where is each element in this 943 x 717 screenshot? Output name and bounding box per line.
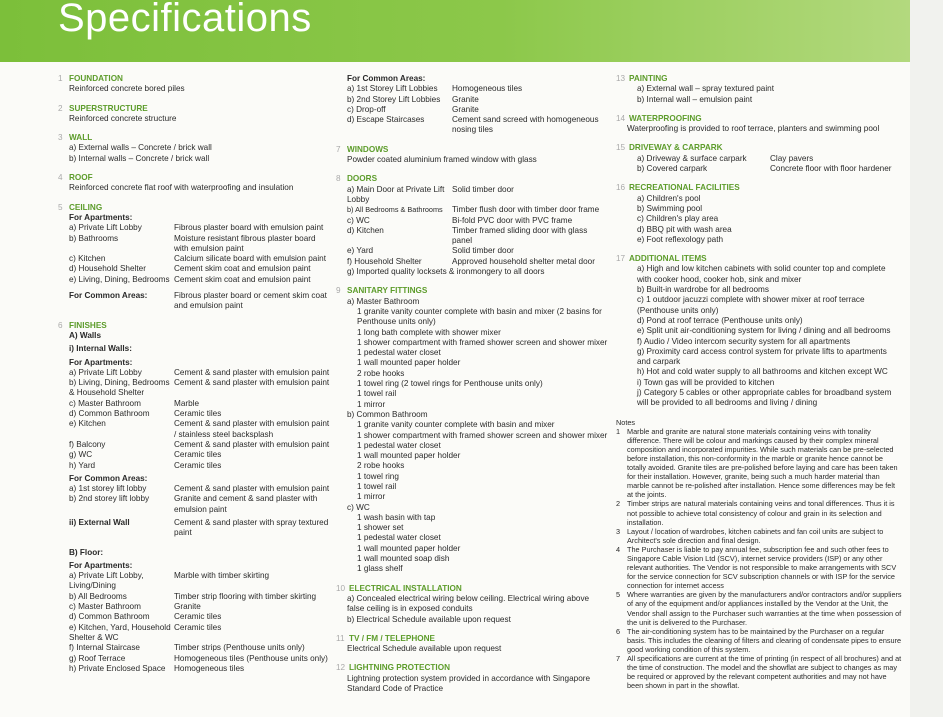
spec-value: Ceramic tiles — [174, 460, 222, 470]
column-2 — [336, 74, 608, 703]
section-number: 11 — [336, 633, 345, 643]
section-heading: WATERPROOFING — [629, 113, 702, 123]
spec-value: Timber strip flooring with timber skirting — [174, 591, 317, 601]
section-heading: DOORS — [347, 174, 378, 184]
section-heading: SUPERSTRUCTURE — [69, 103, 148, 113]
spec-label: b) All Bedrooms — [69, 591, 127, 601]
spec-row — [58, 409, 330, 419]
spec-row — [58, 571, 330, 592]
note-item — [616, 545, 902, 590]
spec-value: Granite and cement & sand plaster with emulsion paint — [174, 494, 318, 514]
spec-label: b) All Bedrooms & Bathrooms — [347, 205, 443, 215]
section-number: 7 — [336, 144, 341, 154]
spec-row — [58, 264, 330, 274]
spec-label: ii) External Wall — [69, 517, 130, 527]
list-item: c) Children's play area — [637, 214, 719, 224]
spec-row — [336, 257, 608, 267]
spec-row — [336, 226, 608, 247]
list-item: g) Imported quality locksets & ironmongery to all doors — [347, 267, 545, 277]
spec-label: a) Private Lift Lobby — [69, 223, 142, 233]
spec-row — [58, 494, 330, 515]
section-heading: ELECTRICAL INSTALLATION — [349, 583, 462, 593]
section-number: 3 — [58, 133, 63, 143]
note-number: 4 — [616, 544, 621, 554]
section-superstructure — [58, 104, 330, 125]
note-item — [616, 499, 902, 526]
note-text: Timber strips are natural materials containing veins and tonal differences. Thus it is not possible to achieve total consistency of colour and grain in its selection and installation. — [627, 499, 895, 527]
section-heading: LIGHTNING PROTECTION — [349, 663, 450, 673]
spec-label: d) Escape Staircases — [347, 115, 425, 125]
spec-label: c) Drop-off — [347, 104, 386, 114]
list-item: a) Children's pool — [637, 193, 701, 203]
section-waterproofing — [616, 114, 902, 135]
spec-label: g) Roof Terrace — [69, 653, 126, 663]
spec-row — [58, 440, 330, 450]
note-text: Marble and granite are natural stone materials containing veins with tonality difference. There will be colour and markings caused by their complex mineral composition and incorporated impurities. While such materials can be pre-selected before installation, this non-conformity in the marble or granite hence cannot be totally avoided. Granite tiles are pre-polished before laying and care has been taken for their installation. However, granite, being such a much harder material than marble cannot be re-polished after installation. Hence some differences may be felt at the joints. — [627, 426, 898, 500]
list-item: 1 granite vanity counter complete with basin and mixer — [357, 420, 555, 430]
note-text: All specifications are current at the time of printing (in respect of all brochures) and at the time of construction. The model and the showflat are subject to changes as may be required or approved by the relevant competent authorities and may not have been shown in part in the showflat. — [627, 654, 902, 691]
note-number: 1 — [616, 426, 621, 436]
spec-row — [58, 654, 330, 664]
section-sanitary-fittings — [336, 286, 608, 574]
section-heading: FINISHES — [69, 320, 107, 330]
spec-label: d) Common Bathroom — [69, 612, 150, 622]
spec-value: Cement & sand plaster with emulsion paint / stainless steel backsplash — [174, 419, 330, 439]
spec-row — [336, 115, 608, 136]
section-text: Reinforced concrete structure — [69, 113, 177, 123]
subheading: B) Floor: — [69, 547, 104, 557]
notes-heading: Notes — [616, 417, 636, 427]
spec-value: Clay pavers — [770, 153, 814, 163]
list-item: d) Pond at roof terrace (Penthouse units only) — [637, 315, 803, 325]
section-text: Waterproofing is provided to roof terrace, planters and swimming pool — [627, 124, 880, 134]
section-text: Reinforced concrete bored piles — [69, 84, 185, 94]
list-item: d) BBQ pit with wash area — [637, 224, 732, 234]
list-item: i) Town gas will be provided to kitchen — [637, 377, 775, 387]
spec-row — [58, 291, 330, 312]
spec-label: b) Living, Dining, Bedrooms & Household Shelter — [69, 378, 170, 398]
spec-row — [58, 612, 330, 622]
list-item: 1 wall mounted paper holder — [357, 358, 461, 368]
subheading: A) Walls — [69, 330, 101, 340]
subheading: For Common Areas: — [347, 74, 426, 83]
section-number: 1 — [58, 74, 63, 83]
section-heading: RECREATIONAL FACILITIES — [629, 183, 740, 193]
section-wall — [58, 133, 330, 164]
spec-row — [58, 378, 330, 399]
spec-row — [336, 84, 608, 94]
spec-label: a) 1st Storey Lift Lobbies — [347, 84, 438, 94]
spec-row — [58, 461, 330, 471]
section-common-areas-floor — [336, 74, 608, 136]
spec-value: Timber flush door with timber door frame — [452, 205, 600, 215]
section-heading: WALL — [69, 133, 93, 143]
subheading: For Common Areas: — [69, 473, 148, 483]
spec-label: c) WC — [347, 215, 370, 225]
spec-value: Cement sand screed with homogeneous nosing tiles — [452, 115, 599, 135]
spec-label: h) Yard — [69, 460, 96, 470]
subheading: For Apartments: — [69, 560, 133, 570]
spec-label: a) Private Lift Lobby, Living/Dining — [69, 571, 144, 591]
section-number: 15 — [616, 143, 626, 153]
spec-value: Cement & sand plaster with emulsion paint — [174, 367, 330, 377]
note-item — [616, 627, 902, 654]
list-item: b) Swimming pool — [637, 203, 703, 213]
note-number: 3 — [616, 526, 621, 536]
list-item: e) Foot reflexology path — [637, 234, 724, 244]
page-title: Specifications — [58, 0, 312, 40]
section-text: Reinforced concrete flat roof with waterproofing and insulation — [69, 183, 294, 193]
list-item: g) Proximity card access control system for private lifts to apartments and carpark — [637, 346, 887, 367]
spec-value: Timber strips (Penthouse units only) — [174, 643, 305, 653]
note-number: 7 — [616, 654, 621, 664]
spec-value: Ceramic tiles — [174, 622, 222, 632]
spec-value: Granite — [452, 104, 479, 114]
list-item: b) Internal walls – Concrete / brick wall — [69, 153, 210, 163]
note-number: 6 — [616, 626, 621, 636]
section-windows — [336, 145, 608, 166]
subheading: i) Internal Walls: — [69, 344, 132, 354]
spec-value: Solid timber door — [452, 246, 514, 256]
section-recreational — [616, 183, 902, 245]
subheading: a) Master Bathroom — [347, 296, 420, 306]
list-item: 1 wall mounted paper holder — [357, 451, 461, 461]
section-number: 9 — [336, 286, 341, 296]
spec-row — [58, 484, 330, 494]
spec-label: d) Household Shelter — [69, 264, 146, 274]
section-electrical — [336, 584, 608, 625]
spec-row — [58, 234, 330, 255]
section-roof — [58, 173, 330, 194]
spec-value: Concrete floor with floor hardener — [770, 164, 892, 174]
spec-label: a) 1st storey lift lobby — [69, 484, 147, 494]
spec-value: Cement & sand plaster with emulsion paint — [174, 484, 330, 494]
list-item: 1 shower set — [357, 523, 404, 533]
list-item: j) Category 5 cables or other appropriate cables for broadband system will be provided to all bedrooms and living / dining — [637, 388, 892, 408]
list-item: 1 shower compartment with framed shower screen and shower mixer — [357, 337, 608, 347]
spec-row — [336, 95, 608, 105]
list-item: 1 wall mounted soap dish — [357, 554, 450, 564]
spec-label: h) Private Enclosed Space — [69, 663, 166, 673]
list-item: 1 towel ring (2 towel rings for Penthouse units only) — [357, 379, 543, 389]
section-heading: CEILING — [69, 202, 103, 212]
subheading: c) WC — [347, 502, 370, 512]
spec-row — [58, 623, 330, 644]
spec-label: c) Kitchen — [69, 254, 106, 264]
notes — [616, 418, 902, 691]
spec-label: e) Kitchen, Yard, Household Shelter & WC — [69, 622, 171, 642]
spec-value: Granite — [174, 602, 201, 612]
section-doors — [336, 174, 608, 277]
spec-row — [58, 368, 330, 378]
list-item: a) External walls – Concrete / brick wall — [69, 143, 212, 153]
spec-value: Ceramic tiles — [174, 450, 222, 460]
spec-value: Homogeneous tiles — [174, 663, 245, 673]
spec-label: e) Yard — [347, 246, 374, 256]
section-number: 16 — [616, 183, 626, 193]
section-lightning — [336, 663, 608, 694]
spec-value: Cement & sand plaster with emulsion paint — [174, 439, 330, 449]
section-text: Lightning protection system provided in accordance with Singapore Standard Code of Practice — [347, 673, 591, 694]
spec-label: e) Living, Dining, Bedrooms — [69, 274, 170, 284]
note-text: The air-conditioning system has to be maintained by the Purchaser on a regular basis. This includes the cleaning of filters and clearing of condensate pipes to ensure good working condition of this system. — [627, 626, 902, 654]
list-item: 2 robe hooks — [357, 368, 405, 378]
spec-label: a) Main Door at Private Lift Lobby — [347, 184, 445, 204]
list-item: e) Split unit air-conditioning system for living / dining and all bedrooms — [637, 326, 891, 336]
spec-label: f) Household Shelter — [347, 256, 422, 266]
list-item: 1 granite vanity counter complete with basin and mixer (2 basins for Penthouse units only) — [357, 306, 602, 327]
spec-label: d) Kitchen — [347, 225, 384, 235]
spec-row — [336, 205, 608, 215]
list-item: 1 mirror — [357, 492, 386, 502]
spec-label: a) Driveway & surface carpark — [637, 153, 747, 163]
list-item: b) Electrical Schedule available upon request — [347, 614, 511, 624]
spec-label: f) Balcony — [69, 439, 106, 449]
list-item: a) External wall – spray textured paint — [637, 84, 774, 94]
list-item: b) Internal wall – emulsion paint — [637, 94, 753, 104]
spec-row — [58, 223, 330, 233]
note-number: 5 — [616, 590, 621, 600]
section-number: 12 — [336, 663, 346, 673]
list-item: 1 wash basin with tap — [357, 512, 436, 522]
spec-label: a) Private Lift Lobby — [69, 367, 142, 377]
spec-label: b) Covered carpark — [637, 164, 708, 174]
spec-label: c) Master Bathroom — [69, 398, 141, 408]
spec-value: Ceramic tiles — [174, 409, 222, 419]
note-item — [616, 427, 902, 500]
section-number: 6 — [58, 320, 63, 330]
spec-value: Solid timber door — [452, 184, 514, 194]
list-item: 1 towel rail — [357, 481, 397, 491]
section-number: 8 — [336, 174, 341, 184]
section-number: 10 — [336, 583, 346, 593]
note-text: The Purchaser is liable to pay annual fee, subscription fee and such other fees to Singapore Cable Vision Ltd (SCV), internet service providers (ISP) or any other relevant authorities. The Vendor is not responsible to make arrangements with SCV for the service connection for SCV subscription channels or with ISP for the service connection for internet access — [627, 544, 897, 591]
section-foundation — [58, 74, 330, 95]
spec-row — [58, 254, 330, 264]
section-additional-items — [616, 254, 902, 408]
list-item: 1 long bath complete with shower mixer — [357, 327, 501, 337]
spec-value: Homogeneous tiles (Penthouse units only) — [174, 653, 328, 663]
list-item: a) High and low kitchen cabinets with solid counter top and complete with cooker hood, cooker hob, sink and mixer — [637, 264, 886, 284]
spec-value: Bi-fold PVC door with PVC frame — [452, 215, 573, 225]
spec-row — [58, 592, 330, 602]
spec-value: Cement & sand plaster with emulsion paint — [174, 378, 330, 388]
spec-row — [58, 518, 330, 539]
spec-row — [336, 105, 608, 115]
column-3 — [616, 74, 902, 690]
list-item: b) Built-in wardrobe for all bedrooms — [637, 285, 769, 295]
spec-row — [616, 164, 902, 174]
section-heading: PAINTING — [629, 74, 668, 83]
spec-value: Granite — [452, 94, 479, 104]
section-number: 4 — [58, 173, 63, 183]
spec-value: Fibrous plaster board or cement skim coat and emulsion paint — [174, 291, 327, 311]
page-edge — [910, 0, 943, 717]
list-item: 1 mirror — [357, 399, 386, 409]
list-item: 1 pedestal water closet — [357, 533, 441, 543]
column-1 — [58, 74, 330, 683]
section-number: 17 — [616, 254, 626, 264]
spec-value: Cement & sand plaster with spray textured paint — [174, 517, 329, 538]
spec-label: c) Master Bathroom — [69, 602, 141, 612]
list-item: 1 glass shelf — [357, 564, 403, 574]
section-number: 13 — [616, 74, 626, 83]
spec-row — [336, 246, 608, 256]
list-item: f) Audio / Video intercom security system for all apartments — [637, 336, 851, 346]
list-item: 1 shower compartment with framed shower screen and shower mixer — [357, 430, 608, 440]
subheading: For Apartments: — [69, 212, 133, 222]
spec-row — [58, 643, 330, 653]
note-item — [616, 590, 902, 626]
section-heading: TV / FM / TELEPHONE — [349, 633, 435, 643]
note-text: Where warranties are given by the manufacturers and/or contractors and/or suppliers of any of the equipment and/or appliances installed by the Vendor at the Unit, the Vendor shall assign to the Purchaser such warranties at the time when possession of the unit is delivered to the Purchaser. — [627, 590, 902, 627]
list-item: 1 wall mounted paper holder — [357, 543, 461, 553]
section-heading: DRIVEWAY & CARPARK — [629, 143, 723, 153]
spec-row — [58, 602, 330, 612]
section-text: Electrical Schedule available upon request — [347, 644, 502, 654]
spec-value: Moisture resistant fibrous plaster board with emulsion paint — [174, 233, 316, 253]
section-driveway-carpark — [616, 143, 902, 174]
spec-label: For Common Areas: — [69, 291, 148, 301]
note-number: 2 — [616, 499, 621, 509]
spec-label: b) Bathrooms — [69, 233, 119, 243]
subheading: b) Common Bathroom — [347, 409, 428, 419]
list-item: 2 robe hooks — [357, 461, 405, 471]
spec-label: e) Kitchen — [69, 419, 106, 429]
list-item: 1 pedestal water closet — [357, 348, 441, 358]
list-item: 1 pedestal water closet — [357, 440, 441, 450]
spec-row — [58, 399, 330, 409]
spec-label: b) 2nd Storey Lift Lobbies — [347, 94, 441, 104]
spec-value: Approved household shelter metal door — [452, 256, 595, 266]
spec-row — [58, 664, 330, 674]
spec-value: Marble with timber skirting — [174, 571, 270, 581]
spec-row — [58, 419, 330, 440]
spec-value: Calcium silicate board with emulsion paint — [174, 254, 326, 264]
spec-row — [58, 275, 330, 285]
subheading: For Apartments: — [69, 357, 133, 367]
spec-label: b) 2nd storey lift lobby — [69, 494, 150, 504]
spec-value: Fibrous plaster board with emulsion paint — [174, 223, 324, 233]
spec-row — [616, 154, 902, 164]
list-item: 1 towel rail — [357, 389, 397, 399]
spec-row — [336, 216, 608, 226]
section-heading: WINDOWS — [347, 144, 389, 154]
note-item — [616, 527, 902, 545]
section-number: 14 — [616, 113, 626, 123]
section-painting — [616, 74, 902, 105]
section-ceiling — [58, 203, 330, 312]
section-heading: SANITARY FITTINGS — [347, 286, 428, 296]
section-tv-fm-telephone — [336, 634, 608, 655]
section-number: 5 — [58, 202, 63, 212]
section-heading: FOUNDATION — [69, 74, 123, 83]
spec-row — [58, 450, 330, 460]
note-text: Layout / location of wardrobes, kitchen cabinets and fan coil units are subject to Architect's sole direction and final design. — [627, 526, 884, 545]
section-heading: ROOF — [69, 173, 93, 183]
list-item: 1 towel ring — [357, 471, 399, 481]
spec-value: Cement skim coat and emulsion paint — [174, 274, 311, 284]
spec-value: Homogeneous tiles — [452, 84, 523, 94]
section-number: 2 — [58, 103, 63, 113]
spec-value: Ceramic tiles — [174, 612, 222, 622]
spec-label: d) Common Bathroom — [69, 409, 150, 419]
spec-value: Timber framed sliding door with glass panel — [452, 225, 588, 246]
spec-row — [336, 185, 608, 206]
section-text: Powder coated aluminium framed window with glass — [347, 155, 537, 165]
list-item: a) Concealed electrical wiring below ceiling. Electrical wiring above false ceiling is in exposed conduits — [347, 593, 590, 614]
list-item: h) Hot and cold water supply to all bathrooms and kitchen except WC — [637, 367, 888, 377]
spec-value: Marble — [174, 398, 200, 408]
note-item — [616, 654, 902, 690]
section-heading: ADDITIONAL ITEMS — [629, 254, 707, 264]
spec-value: Cement skim coat and emulsion paint — [174, 264, 311, 274]
spec-label: f) Internal Staircase — [69, 643, 140, 653]
section-finishes — [58, 321, 330, 675]
spec-label: g) WC — [69, 450, 93, 460]
list-item: c) 1 outdoor jacuzzi complete with shower mixer at roof terrace (Penthouse units only) — [637, 295, 865, 315]
